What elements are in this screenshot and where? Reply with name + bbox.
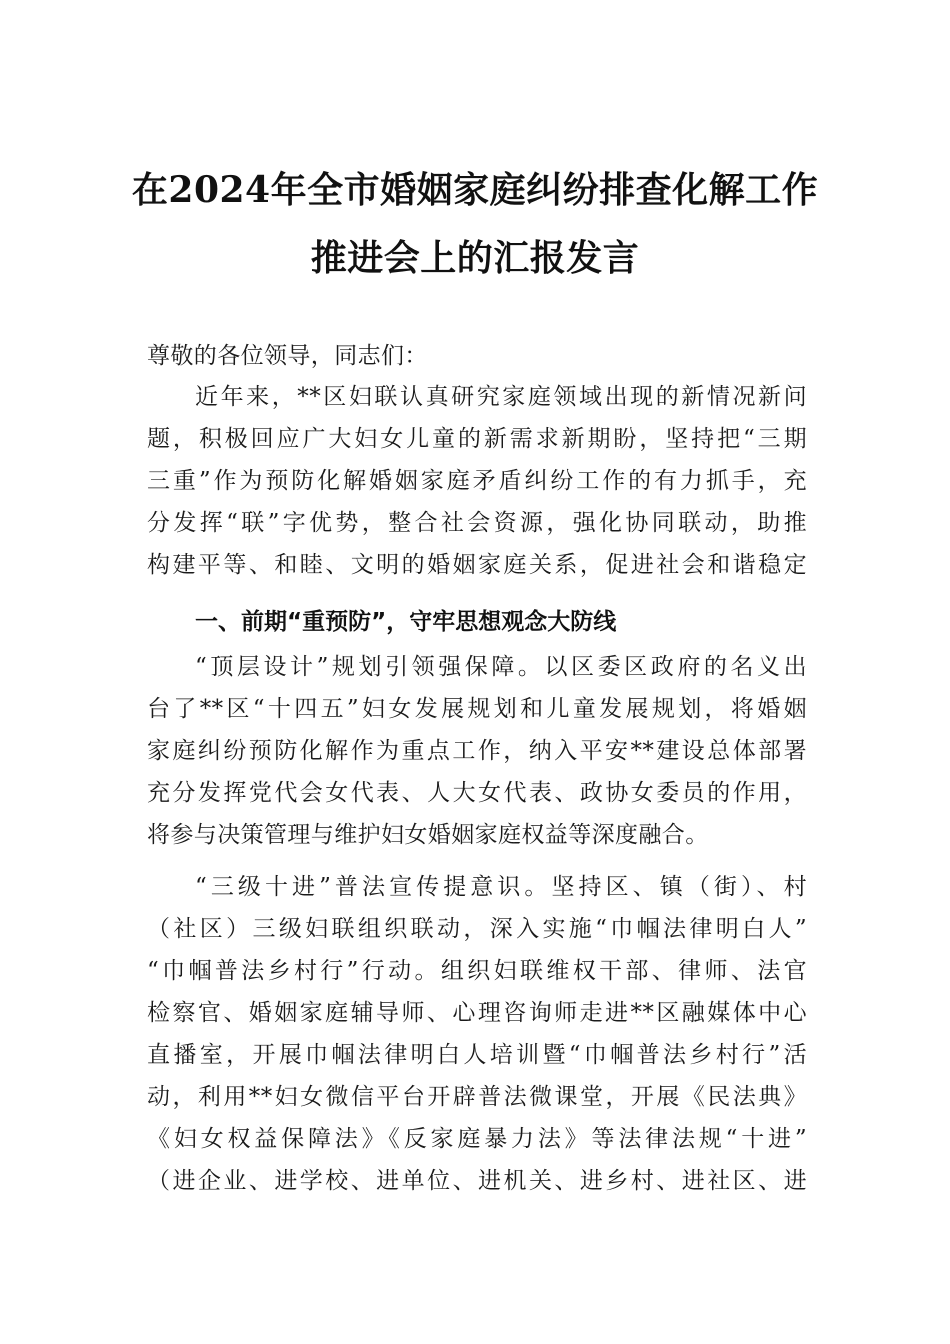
paragraph-line: “顶层设计”规划引领强保障。以区委区政府的名义出 bbox=[195, 654, 807, 680]
paragraph-line: 构建平等、和睦、文明的婚姻家庭关系，促进社会和谐稳定 bbox=[147, 552, 807, 578]
paragraph-line: 直播室，开展巾帼法律明白人培训暨“巾帼普法乡村行”活 bbox=[147, 1042, 807, 1068]
paragraph-line: （进企业、进学校、进单位、进机关、进乡村、进社区、进 bbox=[147, 1168, 807, 1194]
paragraph-line: 题，积极回应广大妇女儿童的新需求新期盼，坚持把“三期 bbox=[147, 426, 807, 452]
paragraph-line: 分发挥“联”字优势，整合社会资源，强化协同联动，助推 bbox=[147, 510, 807, 536]
paragraph-line: 动，利用**妇女微信平台开辟普法微课堂，开展《民法典》 bbox=[147, 1084, 807, 1110]
paragraph-line: 家庭纠纷预防化解作为重点工作，纳入平安**建设总体部署 bbox=[147, 738, 807, 764]
paragraph-line: “巾帼普法乡村行”行动。组织妇联维权干部、律师、法官 bbox=[147, 958, 807, 984]
paragraph-line: 充分发挥党代会女代表、人大女代表、政协女委员的作用， bbox=[147, 780, 807, 806]
paragraph-line: “三级十进”普法宣传提意识。坚持区、镇（街）、村 bbox=[195, 874, 807, 900]
paragraph-line: 近年来，**区妇联认真研究家庭领域出现的新情况新问 bbox=[195, 384, 807, 410]
paragraph-line: （社区）三级妇联组织联动，深入实施“巾帼法律明白人” bbox=[147, 916, 807, 942]
document-title-line-2: 推进会上的汇报发言 bbox=[310, 237, 640, 279]
paragraph-line: 检察官、婚姻家庭辅导师、心理咨询师走进**区融媒体中心 bbox=[147, 1000, 807, 1026]
salutation: 尊敬的各位领导，同志们： bbox=[147, 343, 428, 369]
paragraph-line: 三重”作为预防化解婚姻家庭矛盾纠纷工作的有力抓手，充 bbox=[147, 468, 807, 494]
paragraph-line: 台了**区“十四五”妇女发展规划和儿童发展规划，将婚姻 bbox=[147, 696, 807, 722]
paragraph-line: 《妇女权益保障法》《反家庭暴力法》等法律法规“十进” bbox=[147, 1126, 807, 1152]
paragraph-line: 将参与决策管理与维护妇女婚姻家庭权益等深度融合。 bbox=[147, 822, 709, 848]
document-title-line-1: 在2024年全市婚姻家庭纠纷排查化解工作 bbox=[131, 169, 819, 211]
section-heading: 一、前期“重预防”，守牢思想观念大防线 bbox=[195, 609, 617, 635]
